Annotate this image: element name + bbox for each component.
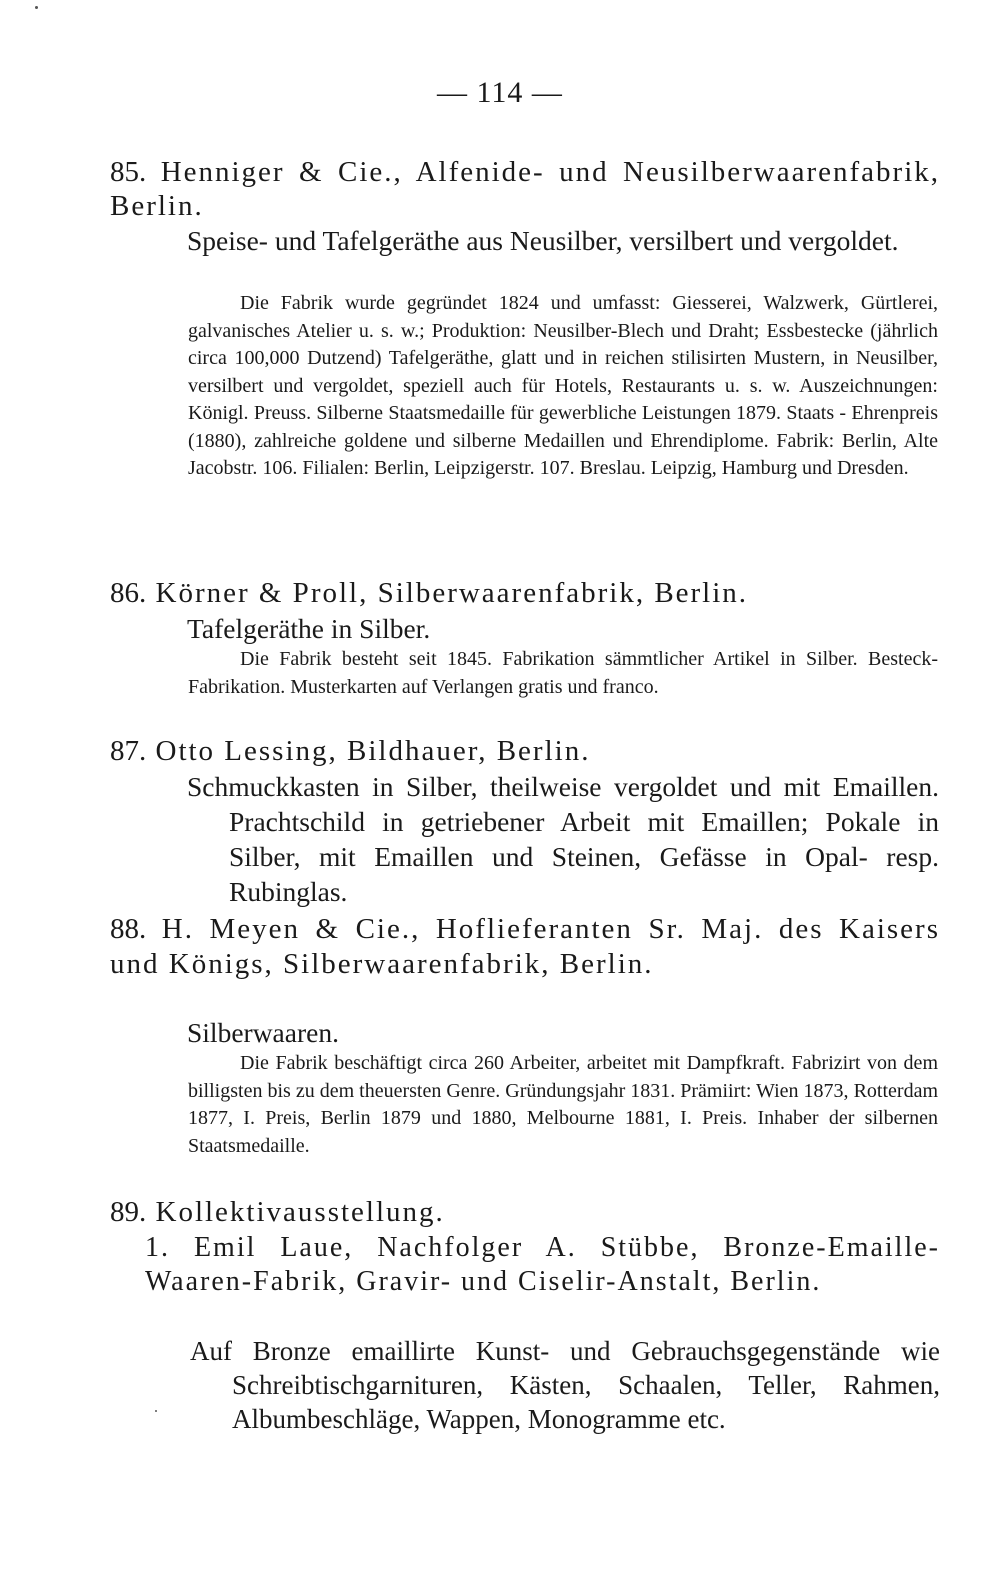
scan-speck <box>35 6 38 9</box>
entry-85-name: Henniger & Cie., Alfenide- und Neusilberwaarenfabrik, Berlin. <box>110 156 941 222</box>
entry-85-objects: Speise- und Tafelgeräthe aus Neusilber, versilbert und vergoldet. <box>187 225 899 256</box>
entry-89-sub-1-heading <box>145 1231 940 1299</box>
entry-89-name: Kollektivausstellung. <box>155 1196 445 1228</box>
entry-88-description <box>188 1050 938 1160</box>
entry-87-heading <box>110 734 940 768</box>
entry-89-number: 89. <box>110 1196 147 1228</box>
entry-88-description-text: Die Fabrik beschäftigt circa 260 Arbeiter, arbeitet mit Dampfkraft. Fabrizirt von dem billigsten bis zu dem theuersten Genre. Gründungsjahr 1831. Prämiirt: Wien 1873, Rotterdam 1877, I. Preis, Berlin 1879 und 1880, Melbourne 1881, I. Preis. Inhaber der silbernen Staatsmedaille. <box>188 1052 938 1157</box>
entry-86-objects: Tafelgeräthe in Silber. <box>187 613 431 644</box>
entry-88-number: 88. <box>110 913 147 945</box>
entry-85-description <box>188 290 938 483</box>
entry-88-name: H. Meyen & Cie., Hoflieferanten Sr. Maj. des Kaisers und Königs, Silberwaarenfabrik, Berlin. <box>110 913 941 980</box>
entry-86-name: Körner & Proll, Silberwaarenfabrik, Berlin. <box>155 577 749 609</box>
entry-85-description-text: Die Fabrik wurde gegründet 1824 und umfasst: Giesserei, Walzwerk, Gürtlerei, galvanisches Atelier u. s. w.; Produktion: Neusilber-Blech und Draht; Essbestecke (jährlich circa 100,000 Dutzend) Tafelgeräthe, glatt und in reichen stilisirten Mustern, in Neusilber, versilbert und vergoldet, speziell auch für Hotels, Restaurants u. s. w. Auszeichnungen: Königl. Preuss. Silberne Staatsmedaille für gewerbliche Leistungen 1879. Staats - Ehrenpreis (1880), zahlreiche goldene und silberne Medaillen und Ehrendiplome. Fabrik: Berlin, Alte Jacobstr. 106. Filialen: Berlin, Leipzigerstr. 107. Breslau. Leipzig, Hamburg und Dresden. <box>188 292 938 479</box>
entry-88-objects: Silberwaaren. <box>187 1017 339 1048</box>
entry-87-objects: Schmuckkasten in Silber, theilweise vergoldet und mit Emaillen. Prachtschild in getriebener Arbeit mit Emaillen; Pokale in Silber, mit Emaillen und Steinen, Gefässe in Opal- resp. Rubinglas. <box>187 771 939 907</box>
entry-89-sub-1-number: 1. <box>145 1232 170 1263</box>
entry-89-heading <box>110 1195 940 1229</box>
entry-86-description <box>188 646 938 701</box>
entry-87-number: 87. <box>110 735 147 767</box>
entry-89-sub-1-name: Emil Laue, Nachfolger A. Stübbe, Bronze-Emaille-Waaren-Fabrik, Gravir- und Ciselir-Anstalt, Berlin. <box>145 1232 940 1297</box>
entry-89-sub-1-objects: Auf Bronze emaillirte Kunst- und Gebrauchsgegenstände wie Schreibtischgarnituren, Kästen, Schaalen, Teller, Rahmen, Albumbeschläge, Wappen, Monogramme etc. <box>190 1336 940 1434</box>
entry-86-number: 86. <box>110 577 147 609</box>
entry-86-heading <box>110 576 940 610</box>
entry-88-heading <box>110 912 940 982</box>
page-number: — 114 — <box>437 76 563 109</box>
entry-85-heading <box>110 155 940 223</box>
entry-86-description-text: Die Fabrik besteht seit 1845. Fabrikation sämmtlicher Artikel in Silber. Besteck-Fabrikation. Musterkarten auf Verlangen gratis und franco. <box>188 648 938 698</box>
entry-87-name: Otto Lessing, Bildhauer, Berlin. <box>155 735 591 767</box>
entry-85-number: 85. <box>110 156 147 188</box>
scan-speck <box>155 1410 157 1412</box>
